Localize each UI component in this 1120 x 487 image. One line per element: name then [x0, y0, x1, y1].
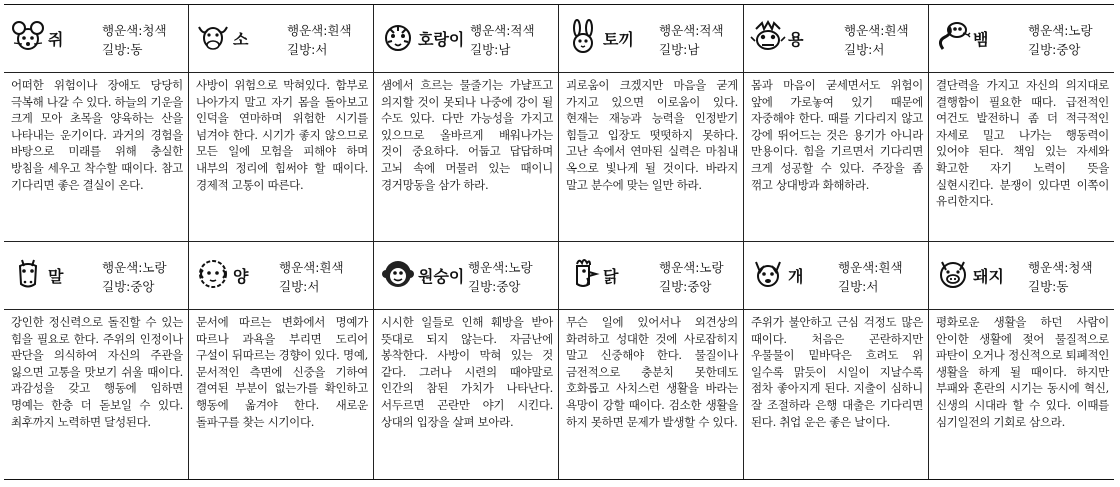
- lucky-color: 행운색:노랑: [659, 260, 724, 275]
- zodiac-card-monkey: [374, 242, 559, 479]
- zodiac-meta: [844, 21, 909, 59]
- dragon-icon: [750, 19, 786, 55]
- zodiac-name: 말: [48, 267, 64, 286]
- zodiac-name: 용: [788, 30, 804, 49]
- zodiac-meta: [279, 258, 344, 296]
- fortune-text: 괴로움이 크겠지만 마음을 굳게 가지고 있으면 이로움이 있다. 현재는 재능과 능력을 인정받기 힘들고 입장도 떳떳하지 못하다. 고난 속에서 연마된 실력은 마침내 옥으로 빛나게 될 것이다. 바라지 말고 분수에 맞는 일만 하라.: [566, 78, 738, 192]
- lucky-direction: 길방:서: [287, 42, 328, 57]
- lucky-color: 행운색:흰색: [279, 260, 344, 275]
- zodiac-card-dragon: [744, 5, 929, 242]
- zodiac-meta: [102, 258, 167, 296]
- monkey-icon: [380, 256, 416, 292]
- rabbit-icon: [565, 19, 601, 55]
- sheep-icon: [195, 256, 231, 292]
- zodiac-meta: [468, 258, 533, 296]
- zodiac-meta: [659, 258, 724, 296]
- zodiac-name: 원숭이: [418, 267, 465, 286]
- zodiac-card-header: [189, 5, 373, 73]
- lucky-color: 행운색:적색: [659, 23, 724, 38]
- zodiac-card-header: [744, 5, 928, 73]
- fortune-text: 문서에 따르는 변화에서 명예가 따르나 과욕을 부리면 도리어 구설이 뒤따르는 경향이 있다. 명예, 문서적인 측면에 신중을 기하여 결여된 부분이 없는가를 확인하고 행동에 옮겨야 한다. 새로운 돌파구를 찾는 시기이다.: [196, 315, 368, 429]
- zodiac-card-header: [559, 242, 743, 310]
- lucky-color: 행운색:흰색: [287, 23, 352, 38]
- zodiac-name: 소: [233, 30, 249, 49]
- zodiac-card-rat: [4, 5, 189, 242]
- rooster-icon: [565, 256, 601, 292]
- zodiac-card-sheep: [189, 242, 374, 479]
- fortune-text: 시시한 일들로 인해 훼방을 받아 뜻대로 되지 않는다. 자금난에 봉착한다. 사방이 막혀 있는 것 같다. 그러나 시련의 때야말로 인간의 참된 가치가 나타난다. 서두르면 곤란만 야기 시킨다. 상대의 입장을 살펴 보아라.: [381, 315, 553, 429]
- zodiac-fortune-grid: [4, 4, 1114, 480]
- zodiac-card-header: [374, 242, 558, 310]
- zodiac-meta: [287, 21, 352, 59]
- zodiac-card-rooster: [559, 242, 744, 479]
- fortune-text: 무슨 일에 있어서나 외견상의 화려하고 성대한 것에 사로잡히지 말고 신중해야 한다. 물질이나 금전적으로 충분치 못한데도 호화롭고 사치스런 생활을 바라는 욕망이 강할 때이다. 검소한 생활을 하지 못하면 문제가 발생할 수 있다.: [566, 315, 738, 429]
- zodiac-card-header: [374, 5, 558, 73]
- lucky-direction: 길방:동: [102, 42, 143, 57]
- fortune-text: 주위가 불안하고 근심 걱정도 많은 때이다. 처음은 곤란하지만 우물물이 밑바닥은 흐려도 위 일수록 맑듯이 시일이 지날수록 점차 좋아지게 된다. 지출이 심하니 잘 조절하라 은행 대출은 기다리면 된다. 취업 운은 좋은 날이다.: [751, 315, 923, 429]
- zodiac-name: 닭: [603, 267, 619, 286]
- zodiac-card-ox: [189, 5, 374, 242]
- zodiac-name: 호랑이: [418, 30, 465, 49]
- lucky-direction: 길방:남: [470, 42, 511, 57]
- zodiac-card-pig: [929, 242, 1114, 479]
- zodiac-name: 양: [233, 267, 249, 286]
- horse-icon: [10, 256, 46, 292]
- zodiac-meta: [102, 21, 167, 59]
- rat-icon: [10, 19, 46, 55]
- lucky-direction: 길방:중앙: [468, 279, 521, 294]
- zodiac-name: 돼지: [973, 267, 1004, 286]
- zodiac-meta: [1028, 258, 1093, 296]
- lucky-direction: 길방:중앙: [659, 279, 712, 294]
- zodiac-name: 개: [788, 267, 804, 286]
- zodiac-meta: [1028, 21, 1093, 59]
- dog-icon: [750, 256, 786, 292]
- lucky-direction: 길방:중앙: [1028, 42, 1081, 57]
- fortune-text: 평화로운 생활을 하던 사람이 안이한 생활에 젖어 물질적으로 파탄이 오거나 정신적으로 퇴폐적인 생활을 하게 될 때이다. 하지만 부패와 혼란의 시기는 동시에 혁신, 신생의 시대라 할 수 있다. 이때를 심기일전의 기회로 삼으라.: [936, 315, 1109, 429]
- fortune-text: 사방이 위험으로 막혀있다. 함부로 나아가지 말고 자기 몸을 돌아보고 인덕을 연마하며 위험한 시기를 넘겨야 한다. 시기가 좋지 않으므로 모든 일에 모험을 피해야 하며 내부의 정리에 힘써야 할 때이다. 경제적 고통이 따른다.: [196, 78, 368, 192]
- fortune-text: 어떠한 위험이나 장애도 당당히 극복해 나갈 수 있다. 하늘의 기운을 크게 모아 초목을 양육하는 산을 나타내는 운기이다. 과거의 경험을 바탕으로 미래를 위해 충실한 방침을 세우고 착수할 때이다. 참고 기다리면 좋은 결실이 온다.: [11, 78, 183, 192]
- lucky-direction: 길방:남: [659, 42, 700, 57]
- fortune-text: 몸과 마음이 굳세면서도 위험이 앞에 가로놓여 있기 때문에 자중해야 한다. 때를 기다리지 않고 강에 뛰어드는 것은 용기가 아니라 만용이다. 힘을 기르면서 기다리면 크게 성공할 수 있다. 주장을 좀 꺾고 상대방과 화해하라.: [751, 78, 923, 192]
- lucky-color: 행운색:적색: [470, 23, 535, 38]
- lucky-color: 행운색:노랑: [468, 260, 533, 275]
- zodiac-meta: [659, 21, 724, 59]
- lucky-direction: 길방:서: [844, 42, 885, 57]
- zodiac-card-header: [744, 242, 928, 310]
- zodiac-card-dog: [744, 242, 929, 479]
- lucky-color: 행운색:흰색: [844, 23, 909, 38]
- lucky-color: 행운색:노랑: [1028, 23, 1093, 38]
- zodiac-card-snake: [929, 5, 1114, 242]
- zodiac-meta: [838, 258, 903, 296]
- zodiac-card-header: [929, 242, 1114, 310]
- tiger-icon: [380, 19, 416, 55]
- zodiac-card-horse: [4, 242, 189, 479]
- pig-icon: [935, 256, 971, 292]
- ox-icon: [195, 19, 231, 55]
- zodiac-card-header: [559, 5, 743, 73]
- zodiac-name: 뱀: [973, 30, 989, 49]
- zodiac-meta: [470, 21, 535, 59]
- zodiac-card-header: [4, 242, 188, 310]
- lucky-direction: 길방:동: [1028, 279, 1069, 294]
- lucky-color: 행운색:청색: [1028, 260, 1093, 275]
- zodiac-name: 토끼: [603, 30, 634, 49]
- lucky-color: 행운색:흰색: [838, 260, 903, 275]
- zodiac-name: 쥐: [48, 30, 64, 49]
- lucky-color: 행운색:청색: [102, 23, 167, 38]
- snake-icon: [935, 19, 971, 55]
- zodiac-card-rabbit: [559, 5, 744, 242]
- fortune-text: 결단력을 가지고 자신의 의지대로 결행함이 필요한 때다. 급전적인 여건도 발전하니 좀 더 적극적인 자세로 밀고 나가는 행동력이 있어야 된다. 책임 있는 자세와 확고한 자기 노력이 뜻을 실현시킨다. 분쟁이 있다면 이쪽이 유리한지다.: [936, 78, 1109, 209]
- zodiac-card-header: [929, 5, 1114, 73]
- lucky-direction: 길방:중앙: [102, 279, 155, 294]
- zodiac-card-header: [4, 5, 188, 73]
- fortune-text: 강인한 정신력으로 돌진할 수 있는 힘을 필요로 한다. 주위의 인정이나 판단을 의식하여 자신의 주관을 잃으면 고통을 맛보기 쉬울 때이다. 과감성을 갖고 행동에 임하면 명예는 한층 더 돋보일 수 있다. 최후까지 노력하면 달성된다.: [11, 315, 183, 429]
- lucky-direction: 길방:서: [279, 279, 320, 294]
- fortune-text: 샘에서 흐르는 물줄기는 가냘프고 의지할 것이 못되나 나중에 강이 될 수도 있다. 다만 가능성을 가지고 있으므로 올바르게 배워나가는 것이 중요하다. 어둡고 답답하며 고뇌 속에 머물러 있는 때이니 경거망동을 삼가 하라.: [381, 78, 553, 192]
- lucky-direction: 길방:서: [838, 279, 879, 294]
- zodiac-card-header: [189, 242, 373, 310]
- lucky-color: 행운색:노랑: [102, 260, 167, 275]
- zodiac-card-tiger: [374, 5, 559, 242]
